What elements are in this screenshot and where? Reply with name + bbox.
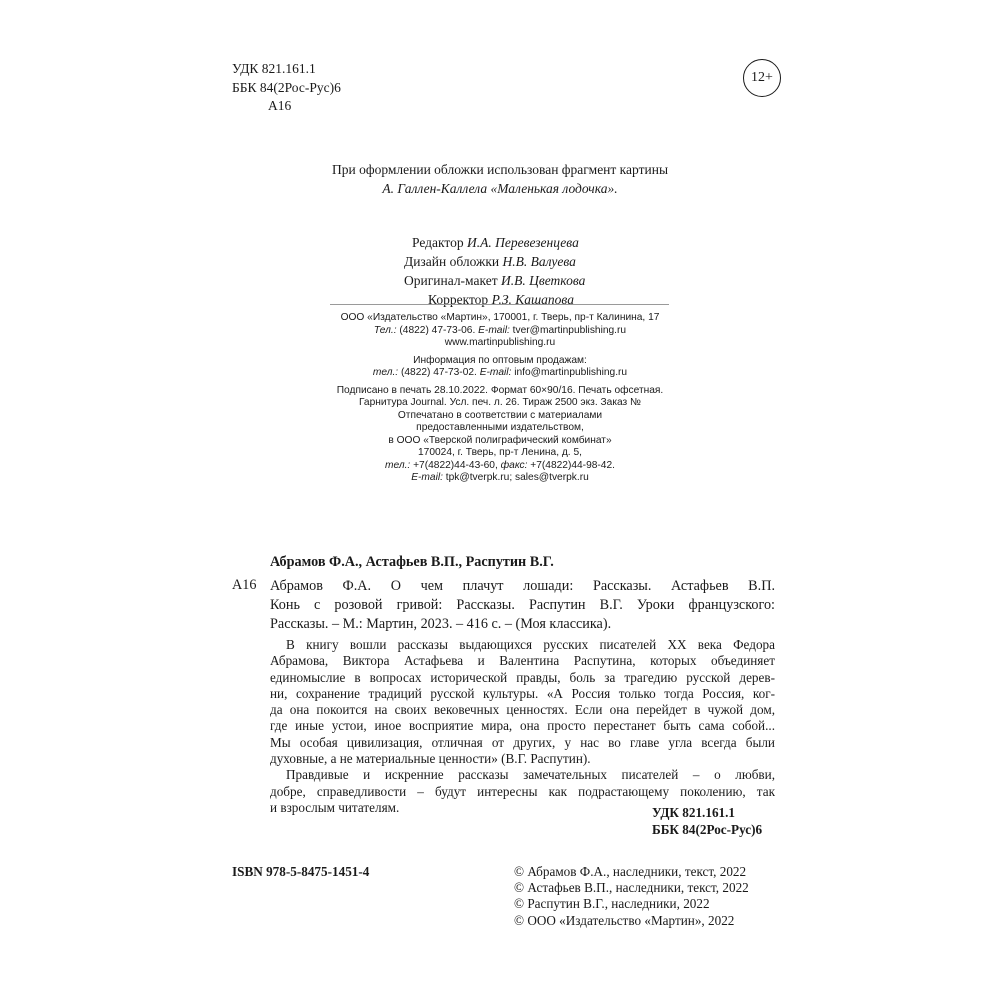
email-value: tpk@tverpk.ru; sales@tverpk.ru [445, 472, 589, 483]
printer-email [232, 472, 768, 485]
catalog-description [270, 577, 775, 634]
catalog-description-line: Абрамов Ф.А. О чем плачут лошади: Рассказы. Астафьев В.П. [270, 578, 775, 594]
copyright-line: © ООО «Издательство «Мартин», 2022 [514, 912, 735, 928]
credit-role: Редактор [412, 235, 464, 250]
credit-name: Р.З. Кашапова [491, 292, 574, 307]
author-sign: А16 [268, 98, 292, 113]
catalog-description-line: Рассказы. – М.: Мартин, 2023. – 416 с. – (Моя классика). [270, 616, 612, 632]
copyright-line: © Абрамов Ф.А., наследники, текст, 2022 [514, 864, 747, 879]
publisher-info [232, 312, 768, 485]
email-label: E-mail: [479, 367, 512, 378]
bbk-code: ББК 84(2Рос-Рус)6 [652, 821, 763, 837]
phone-value: (4822) 47-73-02. [400, 367, 477, 378]
wholesale-title: Информация по оптовым продажам: [413, 354, 587, 366]
annotation-line: да она покоится на своих вековечных ценностях. Если она перейдет в чужой дом, [270, 702, 775, 718]
annotation-line: и взрослым читателям. [270, 799, 400, 815]
age-rating-label: 12+ [751, 70, 773, 85]
print-info-line: Подписано в печать 28.10.2022. Формат 60×90/16. Печать офсетная. [336, 384, 664, 396]
wholesale-contacts [232, 367, 768, 380]
catalog-description-line: Конь с розовой гривой: Рассказы. Распутин В.Г. Уроки французского: [270, 597, 775, 613]
publisher-website: www.martinpublishing.ru [444, 337, 556, 348]
credit-name: И.А. Перевезенцева [466, 235, 579, 250]
credit-editor [384, 233, 585, 252]
printer-contacts [232, 460, 768, 473]
cover-note [232, 160, 768, 198]
publisher-address: ООО «Издательство «Мартин», 170001, г. Тверь, пр-т Калинина, 17 [340, 312, 660, 323]
phone-label: тел.: [385, 459, 411, 471]
credit-role: Дизайн обложки [404, 254, 500, 269]
credit-name: И.В. Цветкова [501, 273, 586, 288]
print-info-line: в ООО «Тверской полиграфический комбинат» [388, 434, 612, 446]
credit-role: Оригинал-макет [404, 273, 498, 288]
bbk-code: ББК 84(2Рос-Рус)6 [232, 79, 341, 95]
email-value: tver@martinpublishing.ru [512, 324, 627, 336]
annotation-line: единомыслие в вопросах исторической правды, боль за трагедию русской дерев- [270, 669, 775, 685]
copyright-notices [514, 864, 749, 929]
classification-block [232, 60, 341, 116]
publisher-contacts [232, 325, 768, 338]
cover-note-line-2: А. Галлен-Каллела «Маленькая лодочка». [382, 181, 618, 196]
credits [384, 233, 585, 309]
annotation-line: ни, сохранение традиций русской культуры. «А Россия только тогда Россия, ког- [270, 685, 775, 701]
footer-classification [652, 805, 762, 838]
email-label: E-mail: [411, 472, 443, 483]
age-rating-badge [743, 59, 781, 97]
print-info-line: предоставленными издательством, [416, 422, 584, 433]
annotation-line: В книгу вошли рассказы выдающихся русских писателей XX века Федора [286, 637, 775, 652]
phone-value: +7(4822)44-43-60, [413, 459, 498, 471]
credit-cover-design [384, 252, 585, 271]
phone-label: тел.: [372, 367, 399, 378]
credit-proofreader [384, 290, 585, 309]
copyright-line: © Астафьев В.П., наследники, текст, 2022 [514, 880, 749, 896]
fax-value: +7(4822)44-98-42. [530, 459, 615, 471]
annotation-line: Мы особая цивилизация, отличная от других, у нас во главе угла всегда были [270, 734, 775, 750]
fax-label: факс: [500, 459, 528, 471]
print-info-line: Отпечатано в соответствии с материалами [397, 409, 603, 421]
annotation-line: где иные устои, иное восприятие мира, она просто перестанет быть сама собой... [270, 718, 775, 734]
phone-label: Тел.: [373, 324, 397, 336]
catalog-authors: Абрамов Ф.А., Астафьев В.П., Распутин В.Г. [270, 554, 554, 570]
catalog-author-sign: А16 [232, 577, 257, 593]
annotation [270, 637, 775, 816]
annotation-line: Абрамова, Виктора Астафьева и Валентина Распутина, которых объединяет [270, 653, 775, 669]
cover-note-line-1: При оформлении обложки использован фрагмент картины [331, 162, 669, 177]
divider [330, 304, 669, 305]
annotation-line: Правдивые и искренние рассказы замечательных писателей – о любви, [286, 767, 775, 783]
annotation-line: добре, справедливости – будут интересны как подрастающему поколению, так [270, 783, 775, 799]
email-label: E-mail: [478, 324, 510, 336]
udk-code: УДК 821.161.1 [232, 61, 316, 76]
annotation-line: духовные, а не материальные ценности» (В.Г. Распутин). [270, 751, 591, 767]
print-info-line: 170024, г. Тверь, пр-т Ленина, д. 5, [418, 447, 582, 458]
udk-code: УДК 821.161.1 [652, 805, 736, 820]
phone-value: (4822) 47-73-06. [399, 324, 476, 336]
credit-layout [384, 271, 585, 290]
credit-role: Корректор [428, 292, 489, 307]
print-info-line: Гарнитура Journal. Усл. печ. л. 26. Тираж 2500 экз. Заказ № [358, 397, 641, 408]
email-value: info@martinpublishing.ru [514, 367, 628, 378]
credit-name: Н.В. Валуева [502, 254, 576, 269]
isbn: ISBN 978-5-8475-1451-4 [232, 864, 370, 879]
copyright-line: © Распутин В.Г., наследники, 2022 [514, 896, 710, 912]
